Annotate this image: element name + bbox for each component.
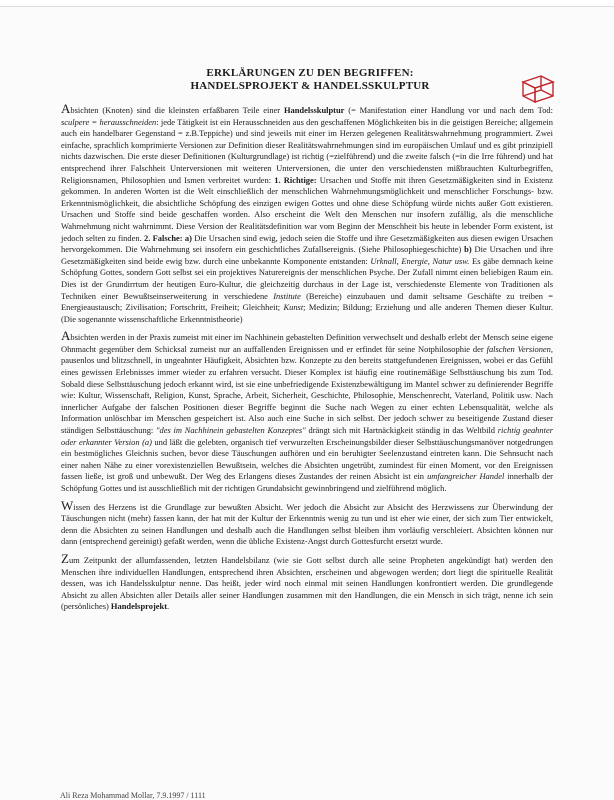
drop-initial: W <box>61 497 74 513</box>
title-line-2: HANDELSPROJEKT & HANDELSSKULPTUR <box>190 80 430 92</box>
document-title <box>120 67 500 93</box>
title-line-1: ERKLÄRUNGEN ZU DEN BEGRIFFEN: <box>206 67 414 79</box>
paragraph <box>61 550 553 613</box>
drop-initial: Z <box>61 550 69 566</box>
paragraph <box>61 328 553 494</box>
paragraph-text: um Zeitpunkt der allumfassenden, letzten Handelsbilanz (wie sie Gott selbst durch alle seine Propheten angekündigt hat) werden den Menschen ihre individuellen Handlungen, entsprechend ihren Absichten, erscheinen und abgewogen werden; dort liegt die spirituelle Realität dessen, was ich Handelsskulptur nenne. Das heißt, jeder wird noch einmal mit seinen Handlungen konfrontiert werden. Die grundlegende Absicht zu allen Absichten aller Details aller seiner Handlungen zusammen mit den Handlungen, die ein Mensch in sich trägt, nenne ich sein (persönliches) Handelsprojekt. <box>61 554 553 612</box>
paragraph <box>61 497 553 548</box>
cube-logo-icon <box>517 68 557 104</box>
drop-initial: A <box>61 101 71 116</box>
paragraph <box>61 101 553 325</box>
document-body <box>61 101 553 619</box>
paragraph-text: bsichten werden in der Praxis zumeist mit einer im Nachhinein gebastelten Definition verwechselt und deshalb erlebt der Mensch seine eigene Ohnmacht gegenüber dem Schicksal zumeist nur an auffallenden Ereignissen und er erfindet für seine Notphilosophie der falschen Versionen, pausenlos und blitzschnell, in ungeahnter Häufigkeit, Absichten bzw. Konzepte zu den bereits stattgefundenen Ereignissen, wobei er das Gefühl eines gewissen Erlebnisses immer wieder zu erfahren versucht. Dieser Komplex ist häufig eine routinemäßige Selbsttäuschung bis zum Tod. Sobald diese Selbsttäuschung jedoch erkannt wird, ist sie eine unbefriedigende Existenzbewältigung im Mantel schwer zu definierender Begriffe wie: Kultur, Wissenschaft, Religion, Kunst, Sprache, Arbeit, Sicherheit, Geschichte, Philosophie, Menschenrecht, Vaterland, Politik usw. Nach innerlicher Aufgabe der falschen Positionen dieser Begriffe beginnt die Suche nach Wegen zu einer echten Lebensqualität, welche als Information unlöschbar im Menschen gespeichert ist. Also auch eine Suche in sich selbst. Der jedoch schwer zu beseitigende Zustand dieser ständigen Selbsttäuschung: "des im Nachhinein gebastelten Konzeptes" drängt sich mit Hartnäckigkeit ständig in das Weltbild richtig geahnter oder erkannter Version (a) und läßt die gelebten, organisch tief verwurzelten Erscheinungsbilder dieser Selbsttäuschungsmanöver notgedrungen ein bestmögliches Gleichnis suchen, bevor diese Täuschungen aufhören und ein beruhigter Seelenzustand eintreten kann. Die Sehnsucht nach einer nahen Nähe zu einer vorexistenziellen Bewußtsein, welches die Absichten ungetrübt, zumindest für einen Moment, vor den Ereignissen fassen ließe, ist groß und unbewußt. Der Weg des Erlangens dieses Zustandes der reinen Absicht ist ein umfangreicher Handel innerhalb der Schöpfung Gottes und ist ausschließlich mit der richtigen Grundabsicht gewinnbringend und zielführend möglich. <box>61 332 553 493</box>
paragraph-text: bsichten (Knoten) sind die kleinsten erfaßbaren Teile einer Handelsskulptur (= Manifestation einer Handlung vor und nach dem Tod: sculpere = herausschneiden: jede Tätigkeit ist ein Herausschneiden aus den geschaffenen Möglichkeiten bis in die geistigen Bereiche; allgemein auch ein handelbarer Gegenstand = z.B.Teppiche) und sind jeweils mit einer im Herzen gelegenen Realitätswahrnehmung programmiert. Zwei einfache, sprachlich komprimierte Versionen zur Definition dieser Realitätswahrnehmungen sind im europäischen Umlauf und es gibt prinzipiell nichts dazwischen. Die erste dieser Definitionen (Kulturgrundlage) ist richtig (=zielführend) und die zweite falsch (=in die Irre führend) und hat entsprechend ihrer Falschheit Unterversionen mit weiteren Unterversionen, die unter den verschiedensten mißbrauchten Kulturbegriffen, Religionsnamen, Philosophien und Ismen verbreitet wurden: 1. Richtige: Ursachen und Stoffe mit ihren Gesetzmäßigkeiten sind in Existenz gekommen. In anderen Worten ist die Welt einschließlich der menschlichen Wahrnehmungsmöglichkeit und menschlicher Forschungs- bzw. Erkenntnismöglichkeit, die absichtliche Schöpfung des einzigen ewigen Gottes und ohne diese Schöpfung würde nichts außer Gott existieren. Ursachen und Stoffe sind beide geschaffen worden. Also erscheint die Welt den Menschen nur insofern zufällig, als die menschliche Wahrnehmung nicht wahrnimmt. Diese Version der Realitätsdefinition war vom Beginn der Menschheit bis heute in lebender Form existent, ist jedoch selten zu finden. 2. Falsche: a) Die Ursachen sind ewig, jedoch seien die Stoffe und ihre Gesetzmäßigkeiten aus diesen ewigen Ursachen hervorgekommen. Die Wahrnehmung sei insofern ein geschichtliches Zufallsereignis. (Siehe Philosophiegeschichte) b) Die Ursachen und ihre Gesetzmäßigkeiten sind beide ewig bzw. durch eine unbekannte Komponente entstanden: Urknall, Energie, Natur usw. Es gäbe demnach keine Schöpfung Gottes, sondern Gott selbst sei ein projektives Naturereignis der menschlichen Psyche. Der Zufall nimmt einen beliebigen Raum ein. Dies ist der Grundirrtum der heutigen Euro-Kultur, die gleichzeitig durchaus in der Lage ist, verschiedenste Elemente von Traditionen als Techniken einer Bewußtseinserweiterung in verschiedene Institute (Bereiche) einzubauen und damit seltsame Geschäfte zu treiben = Energieaustausch; Zivilisation; Fortschritt, Freiheit; Gleichheit; Kunst; Medizin; Bildung; Erziehung und alle anderen Themen dieser Kultur. (Die sogenannte wissenschaftliche Erkenntnistheorie) <box>61 105 553 324</box>
page-top-edge <box>0 0 614 7</box>
drop-initial: A <box>61 328 71 344</box>
paragraph-text: issen des Herzens ist die Grundlage zur bewußten Absicht. Wer jedoch die Absicht zur Absicht des Herzwissens zur Überwindung der Täuschungen nicht (mehr) fassen kann, der hat mit der Kultur der Erkenntnis wenig zu tun und ist eher wie einer, der sich zum Tier entwickelt, denn die Absichten zu seinen Handlungen und deshalb auch die Handlungen selbst bleiben ihm vorläufig verschleiert. Absichten können nur dann (entsprechend gereinigt) gefaßt werden, wenn die übliche Existenz-Angst durch Gottesfurcht ersetzt wurde. <box>61 501 553 547</box>
author-footer: Ali Reza Mohammad Mollar, 7.9.1997 / 1111 <box>60 791 206 800</box>
